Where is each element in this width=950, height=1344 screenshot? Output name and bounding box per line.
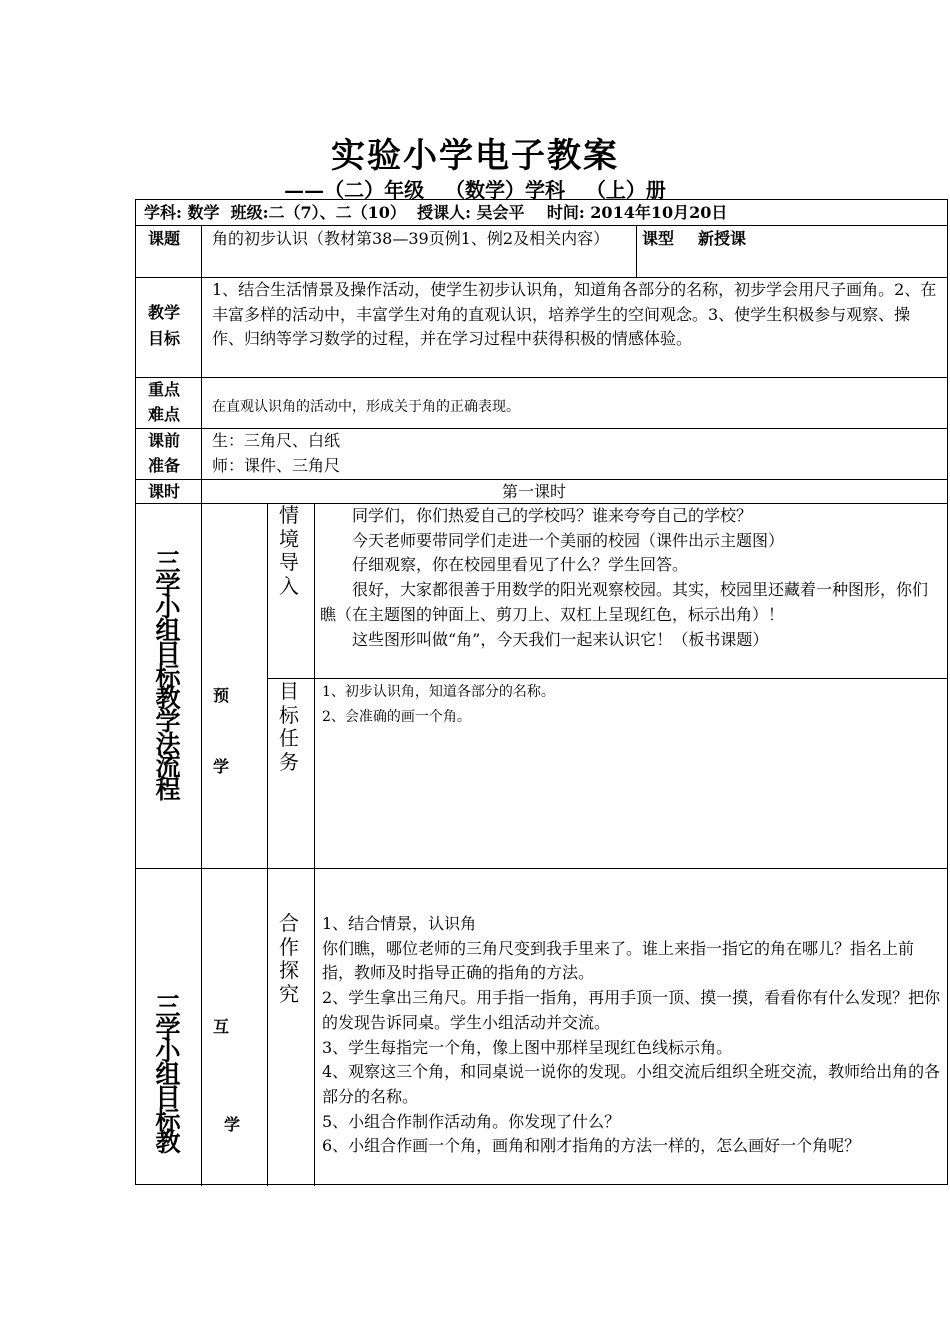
info-row: 学科: 数学 班级:二（7）、二（10） 授课人: 吴会平 时间: 2014年10月20日	[144, 203, 728, 222]
goal-item: 2、会准确的画一个角。	[322, 709, 471, 725]
goals-label-char: 任	[279, 726, 299, 750]
column-divider	[201, 225, 202, 1186]
situation-line: 仔细观察，你在校园里看见了什么？学生回答。	[352, 555, 689, 575]
situation-line: 同学们，你们热爱自己的学校吗？谁来夸夸自己的学校？	[352, 506, 753, 525]
cooperation-label	[274, 912, 304, 1006]
goals-label-char: 务	[279, 749, 299, 774]
goals-label	[274, 680, 304, 774]
row-divider	[136, 868, 947, 869]
flow-side-label-2: 三学小组目标教	[155, 992, 181, 1158]
situation-text	[320, 504, 942, 652]
topic-label: 课题	[148, 229, 181, 248]
situation-label-char: 境	[279, 526, 299, 551]
cooperation-line: 3、学生每指完一个角，像上图中那样呈现红色线标示角。	[322, 1037, 733, 1057]
column-divider	[314, 503, 315, 1186]
period-label: 课时	[148, 482, 181, 501]
cooperation-text	[322, 912, 942, 1159]
cooperation-label-char: 究	[279, 981, 299, 1006]
cooperation-line: 6、小组合作画一个角，画角和刚才指角的方法一样的，怎么画好一个角呢？	[322, 1136, 861, 1156]
flow-side-label-1: 三学小组目标教学法流程	[155, 548, 181, 805]
stage-mutual-char1: 互	[213, 1017, 230, 1036]
column-divider	[636, 225, 637, 277]
topic-value: 角的初步认识（教材第38—39页例1、例2及相关内容）	[212, 229, 610, 248]
objectives-label-line1: 教学	[148, 303, 181, 322]
cooperation-line: 5、小组合作制作活动角。你发现了什么？	[322, 1111, 621, 1131]
goals-label-char: 标	[279, 702, 299, 727]
lesson-type-label: 课型	[642, 229, 675, 248]
stage-preview-char1: 预	[213, 686, 230, 705]
cooperation-line: 1、结合情景，认识角	[322, 914, 477, 933]
situation-label	[274, 504, 304, 598]
objectives-text: 1、结合生活情景及操作活动，使学生初步认识角，知道角各部分的名称，初步学会用尺子画角。2、在丰富多样的活动中，丰富学生对角的直观认识，培养学生的空间观念。3、使学生积极参与观察、操作、归纳等学习数学的过程，并在学习过程中获得积极的情感体验。	[212, 280, 937, 348]
preparation-label-line1: 课前	[148, 431, 181, 450]
preparation-label-line2: 准备	[148, 456, 181, 475]
goal-item: 1、初步认识角，知道各部分的名称。	[322, 684, 555, 700]
cooperation-line: 4、观察这三个角，和同桌说一说你的发现。小组交流后组织全班交流，教师给出角的各部分的名称。	[322, 1062, 941, 1106]
column-divider	[267, 503, 268, 1186]
preparation-student: 生：三角尺、白纸	[212, 431, 341, 450]
lesson-plan-table	[135, 199, 948, 1185]
cooperation-line: 2、学生拿出三角尺。用手指一指角，再用手顶一顶、摸一摸，看看你有什么发现？把你的发现告诉同桌。学生小组活动并交流。	[322, 988, 941, 1032]
period-value: 第一课时	[502, 482, 567, 501]
situation-line: 今天老师要带同学们走进一个美丽的校园（课件出示主题图）	[352, 530, 785, 550]
document-title: 实验小学电子教案	[331, 136, 619, 176]
row-divider	[267, 678, 947, 679]
preparation-teacher: 师：课件、三角尺	[212, 456, 341, 475]
keypoints-label-line2: 难点	[148, 405, 181, 424]
situation-label-char: 导	[279, 550, 299, 574]
stage-preview-char2: 学	[213, 757, 230, 776]
keypoints-label-line1: 重点	[148, 380, 181, 399]
cooperation-label-char: 探	[279, 958, 299, 982]
keypoints-text: 在直观认识角的活动中，形成关于角的正确表现。	[212, 399, 520, 415]
row-divider	[136, 377, 947, 378]
situation-label-char: 入	[279, 573, 299, 598]
situation-line: 这些图形叫做“角”，今天我们一起来认识它！（板书课题）	[352, 629, 769, 649]
cooperation-label-char: 合	[279, 911, 299, 935]
goals-text	[322, 680, 942, 730]
row-divider	[136, 225, 947, 226]
stage-mutual-char2: 学	[224, 1115, 241, 1134]
cooperation-label-char: 作	[279, 934, 299, 959]
situation-label-char: 情	[279, 503, 299, 527]
cooperation-line: 你们瞧，哪位老师的三角尺变到我手里来了。谁上来指一指它的角在哪儿？指名上前指，教师及时指导正确的指角的方法。	[322, 938, 915, 983]
goals-label-char: 目	[279, 679, 299, 703]
objectives-label-line2: 目标	[148, 329, 181, 348]
lesson-type-value: 新授课	[698, 229, 747, 248]
document-subtitle: ——（二）年级 （数学）学科 （上）册	[284, 178, 666, 202]
situation-line: 很好，大家都很善于用数学的阳光观察校园。其实，校园里还藏着一种图形，你们瞧（在主题图的钟面上、剪刀上、双杠上呈现红色，标示出角）！	[320, 580, 929, 624]
